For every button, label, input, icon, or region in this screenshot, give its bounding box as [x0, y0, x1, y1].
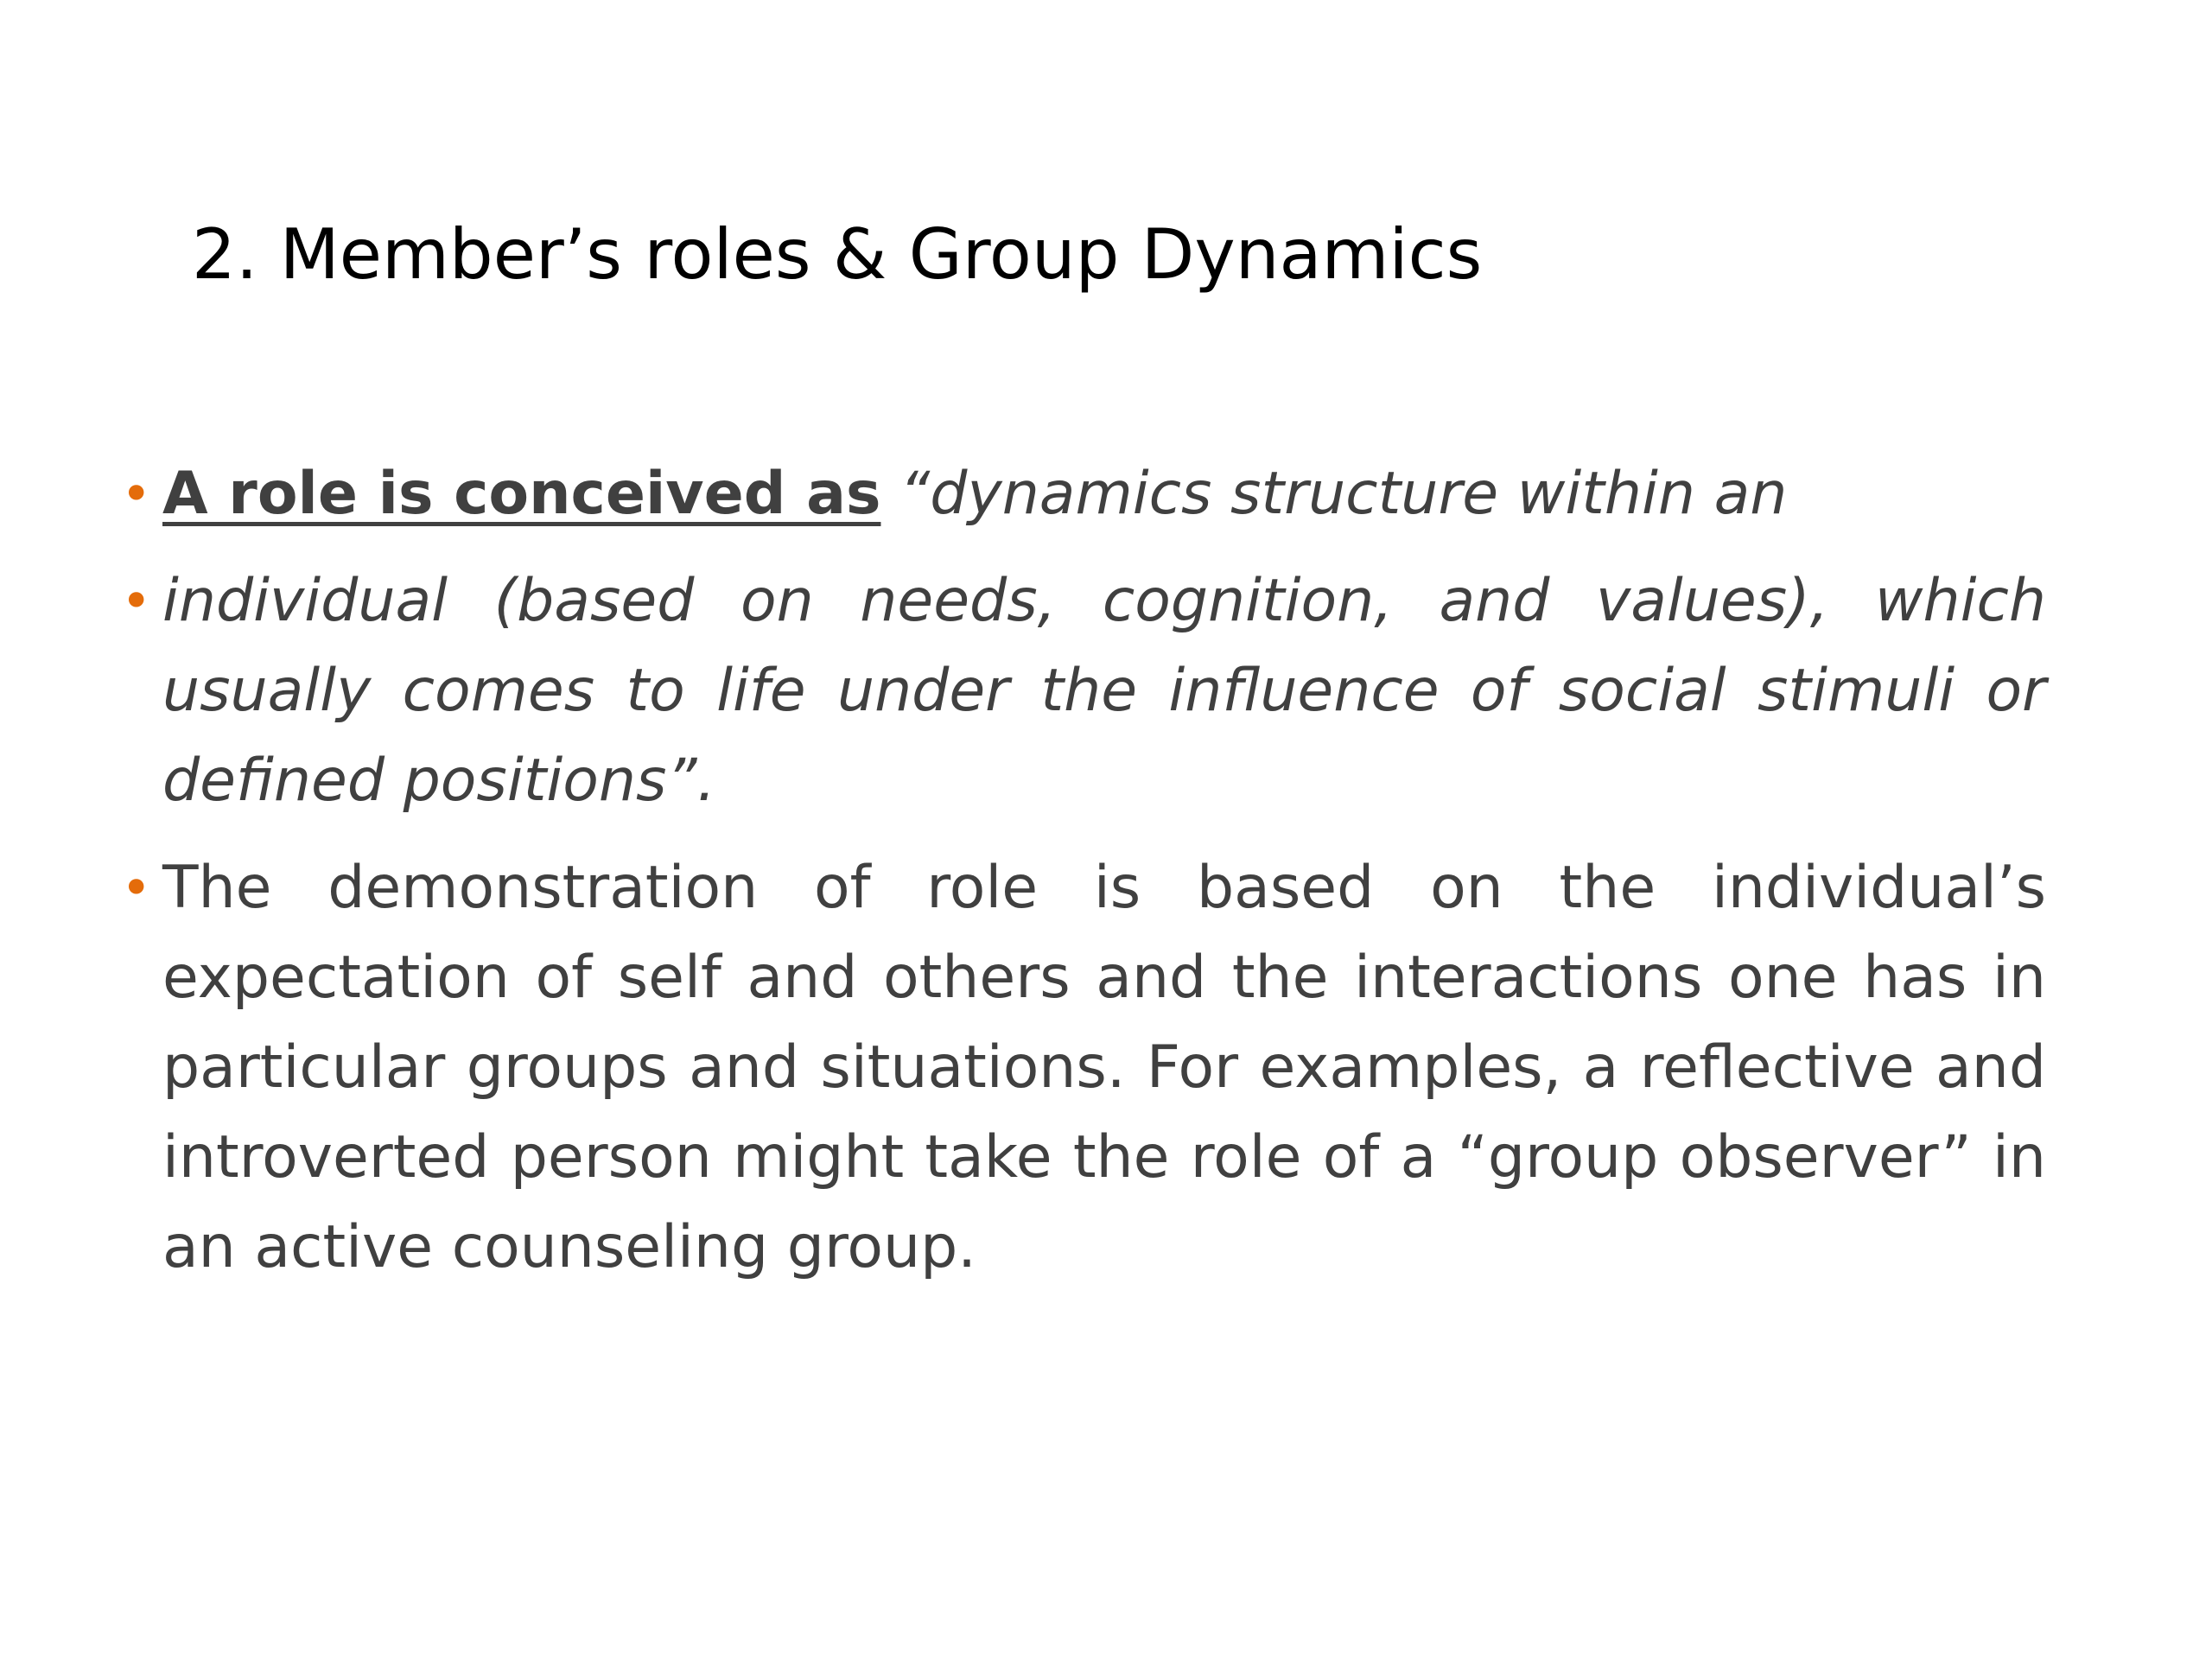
bullet-marker: •	[121, 858, 152, 918]
bullet-marker: •	[121, 464, 152, 524]
bullet-item-demonstration	[121, 843, 2046, 1293]
slide-title: 2. Member’s roles & Group Dynamics	[192, 214, 1483, 295]
demonstration-text: The demonstration of role is based on the individual’s expectation of self and others and the interactions one has in particular groups and situations. For examples, a reflective and introverted person might take the role of a “group observer” in an active counseling group.	[162, 854, 2046, 1281]
definition-lead: A role is conceived as	[162, 460, 881, 528]
definition-quote-body: individual (based on needs, cognition, and values), which usually comes to life under the influence of social stimuli or defined positions”.	[162, 567, 2046, 815]
definition-quote-start: “dynamics structure within an	[880, 460, 1788, 528]
bullet-marker: •	[121, 571, 152, 632]
bullet-item-quote-continuation	[121, 556, 2046, 826]
bullet-item-definition	[121, 449, 2046, 539]
bullet-list	[121, 449, 2046, 1310]
